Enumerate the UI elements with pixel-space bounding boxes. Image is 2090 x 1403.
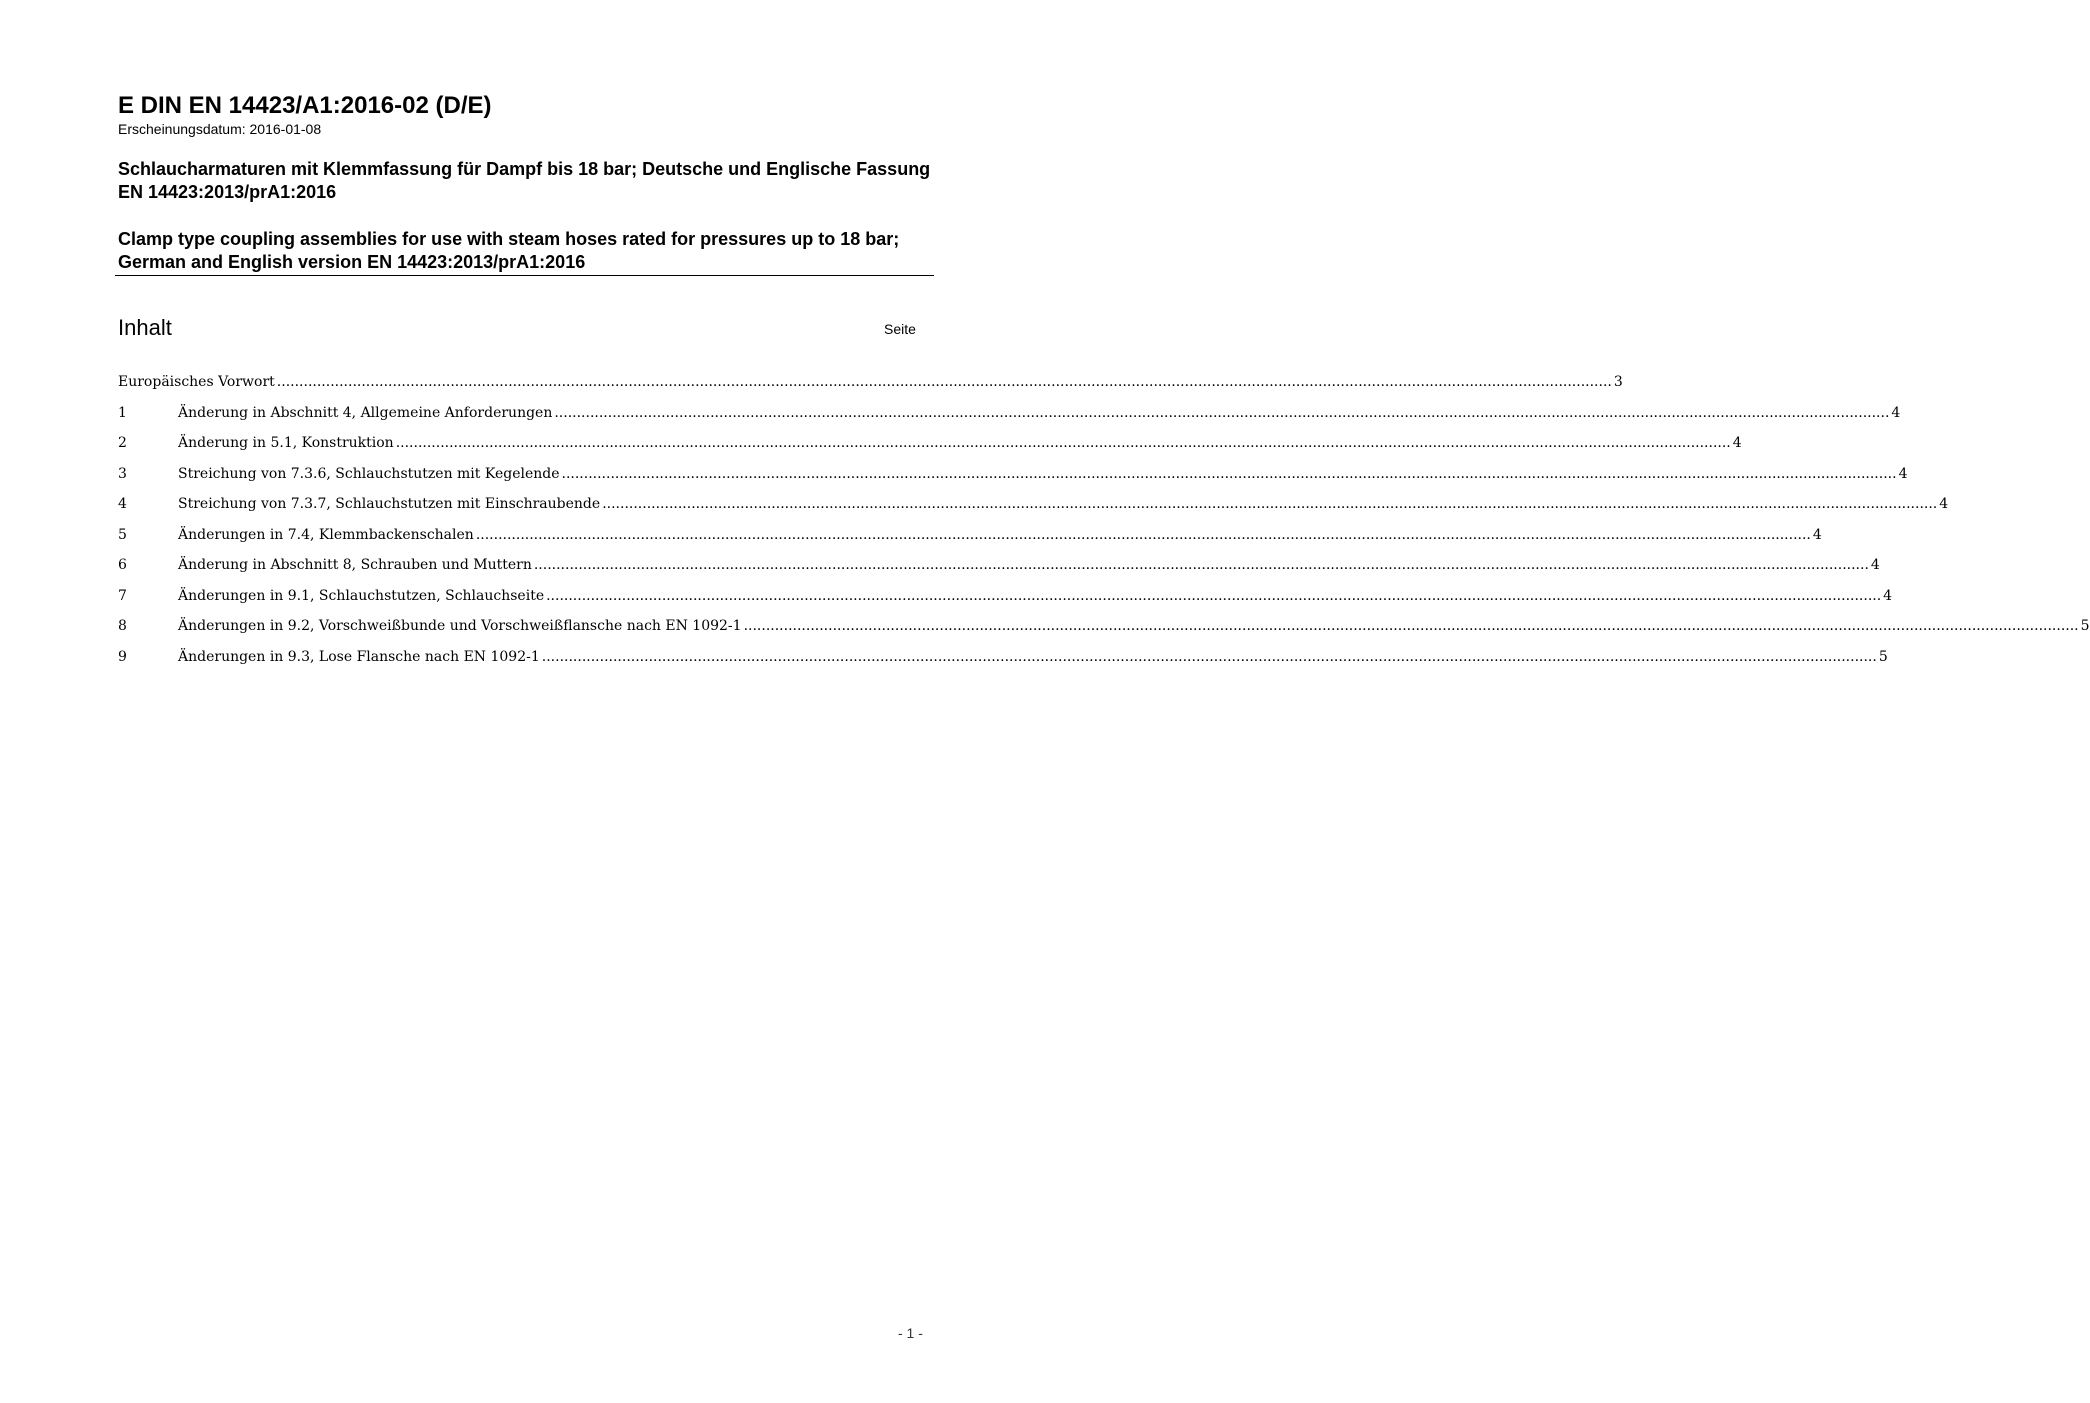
toc-entry-title: Europäisches Vorwort bbox=[118, 374, 275, 390]
toc-entry-page: 5 bbox=[2080, 618, 2090, 634]
toc-leader-dots: ............................................................................................................................................................................................................................................................................................................ bbox=[602, 496, 1938, 512]
toc-entry-page: 4 bbox=[1812, 526, 1822, 543]
toc-leader-dots: ............................................................................................................................................................................................................................................................................................................ bbox=[475, 526, 1811, 543]
title-german: Schlaucharmaturen mit Klemmfassung für Dampf bis 18 bar; Deutsche und Englische Fassung EN 14423:2013/prA1:2016 bbox=[118, 159, 931, 202]
toc-entry-number: 7 bbox=[118, 587, 127, 604]
toc-entry-title: Änderung in Abschnitt 4, Allgemeine Anforderungen bbox=[178, 404, 553, 421]
toc-entry-title: Änderungen in 9.1, Schlauchstutzen, Schlauchseite bbox=[178, 587, 545, 604]
toc-entry-title: Änderungen in 9.2, Vorschweißbunde und Vorschweißflansche nach EN 1092-1 bbox=[178, 618, 742, 634]
toc-entry[interactable] bbox=[118, 372, 1623, 403]
toc-entry-title: Änderungen in 7.4, Klemmbackenschalen bbox=[178, 526, 474, 543]
toc-entry-number: 8 bbox=[118, 618, 127, 634]
toc-entry-number: 4 bbox=[118, 496, 127, 512]
toc-leader-dots: ............................................................................................................................................................................................................................................................................................................ bbox=[546, 587, 1882, 604]
toc-entry[interactable] bbox=[118, 586, 1893, 617]
table-of-contents bbox=[118, 372, 2090, 677]
toc-entry-page: 3 bbox=[1613, 374, 1623, 390]
header-divider bbox=[115, 275, 934, 276]
toc-entry[interactable] bbox=[118, 555, 1880, 586]
toc-page-label: Seite bbox=[884, 321, 916, 337]
toc-entry[interactable] bbox=[118, 525, 1822, 556]
publication-date: Erscheinungsdatum: 2016-01-08 bbox=[118, 121, 322, 137]
toc-entry-page: 4 bbox=[1898, 465, 1908, 482]
toc-entry-title: Streichung von 7.3.6, Schlauchstutzen mit Kegelende bbox=[178, 465, 560, 482]
toc-leader-dots: ............................................................................................................................................................................................................................................................................................................ bbox=[554, 404, 1890, 421]
toc-entry[interactable] bbox=[118, 464, 1908, 495]
toc-entry[interactable] bbox=[118, 494, 1949, 525]
toc-entry-title: Änderungen in 9.3, Lose Flansche nach EN 1092-1 bbox=[178, 648, 540, 665]
toc-entry[interactable] bbox=[118, 647, 1888, 678]
toc-entry-page: 4 bbox=[1732, 435, 1742, 451]
title-english: Clamp type coupling assemblies for use with steam hoses rated for pressures up to 18 bar; German and English version EN 14423:2013/prA1:2016 bbox=[118, 229, 900, 272]
toc-entry-number: 5 bbox=[118, 526, 127, 543]
toc-entry[interactable] bbox=[118, 433, 1742, 464]
toc-leader-dots: ............................................................................................................................................................................................................................................................................................................ bbox=[541, 648, 1877, 665]
toc-entry-number: 1 bbox=[118, 404, 127, 421]
toc-entry-title: Streichung von 7.3.7, Schlauchstutzen mit Einschraubende bbox=[178, 496, 601, 512]
toc-entry-page: 4 bbox=[1891, 404, 1901, 421]
page-number: - 1 - bbox=[898, 1325, 923, 1341]
toc-entry-title: Änderung in 5.1, Konstruktion bbox=[178, 435, 394, 451]
toc-entry-number: 3 bbox=[118, 465, 127, 482]
toc-entry[interactable] bbox=[118, 403, 1901, 434]
toc-entry-page: 4 bbox=[1870, 557, 1880, 573]
document-id: E DIN EN 14423/A1:2016-02 (D/E) bbox=[118, 92, 492, 119]
toc-entry-title: Änderung in Abschnitt 8, Schrauben und Muttern bbox=[178, 557, 532, 573]
toc-entry-page: 4 bbox=[1939, 496, 1949, 512]
toc-leader-dots: ............................................................................................................................................................................................................................................................................................................ bbox=[276, 374, 1612, 390]
toc-leader-dots: ............................................................................................................................................................................................................................................................................................................ bbox=[533, 557, 1869, 573]
toc-heading: Inhalt bbox=[118, 315, 172, 340]
toc-entry-page: 5 bbox=[1878, 648, 1888, 665]
toc-entry-number: 9 bbox=[118, 648, 127, 665]
toc-entry-page: 4 bbox=[1883, 587, 1893, 604]
toc-entry-number: 6 bbox=[118, 557, 127, 573]
toc-leader-dots: ............................................................................................................................................................................................................................................................................................................ bbox=[395, 435, 1731, 451]
toc-leader-dots: ............................................................................................................................................................................................................................................................................................................ bbox=[561, 465, 1897, 482]
toc-entry[interactable] bbox=[118, 616, 2090, 647]
toc-entry-number: 2 bbox=[118, 435, 127, 451]
toc-leader-dots: ............................................................................................................................................................................................................................................................................................................ bbox=[743, 618, 2079, 634]
